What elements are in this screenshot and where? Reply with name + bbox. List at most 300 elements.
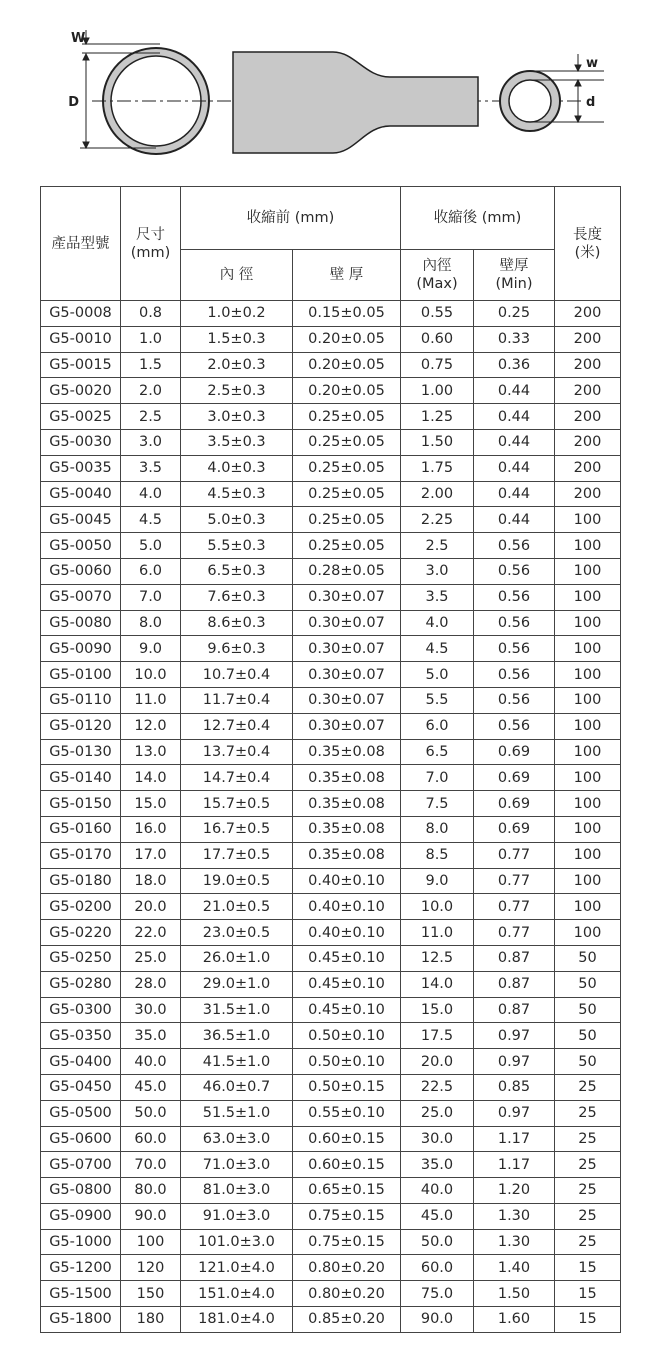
after-inner-cell: 90.0	[401, 1307, 474, 1333]
col-before-inner: 內 徑	[181, 250, 293, 301]
after-inner-cell: 10.0	[401, 894, 474, 920]
spec-table	[40, 186, 621, 1333]
length-cell: 200	[555, 429, 621, 455]
after-inner-cell: 0.75	[401, 352, 474, 378]
after-inner-cell: 8.0	[401, 816, 474, 842]
length-cell: 15	[555, 1255, 621, 1281]
size-cell: 20.0	[121, 894, 181, 920]
length-cell: 200	[555, 404, 621, 430]
before-wall-cell: 0.45±0.10	[293, 945, 401, 971]
before-wall-cell: 0.15±0.05	[293, 301, 401, 327]
after-inner-cell: 17.5	[401, 1023, 474, 1049]
after-wall-cell: 0.69	[474, 739, 555, 765]
model-cell: G5-0030	[41, 429, 121, 455]
before-inner-cell: 31.5±1.0	[181, 997, 293, 1023]
before-wall-cell: 0.25±0.05	[293, 404, 401, 430]
before-wall-cell: 0.45±0.10	[293, 997, 401, 1023]
before-inner-cell: 2.5±0.3	[181, 378, 293, 404]
table-row	[41, 791, 621, 817]
after-wall-cell: 0.97	[474, 1049, 555, 1075]
before-inner-cell: 13.7±0.4	[181, 739, 293, 765]
table-row	[41, 1281, 621, 1307]
size-cell: 12.0	[121, 713, 181, 739]
after-wall-cell: 1.50	[474, 1281, 555, 1307]
after-wall-cell: 0.44	[474, 378, 555, 404]
model-cell: G5-0300	[41, 997, 121, 1023]
after-wall-cell: 0.85	[474, 1074, 555, 1100]
size-cell: 7.0	[121, 584, 181, 610]
before-inner-cell: 14.7±0.4	[181, 765, 293, 791]
size-cell: 3.0	[121, 429, 181, 455]
size-cell: 1.5	[121, 352, 181, 378]
model-cell: G5-0080	[41, 610, 121, 636]
length-cell: 100	[555, 687, 621, 713]
model-cell: G5-0250	[41, 945, 121, 971]
col-size	[121, 187, 181, 301]
col-length-label: 長度	[573, 226, 602, 243]
after-inner-cell: 45.0	[401, 1203, 474, 1229]
after-wall-cell: 0.25	[474, 301, 555, 327]
before-inner-cell: 6.5±0.3	[181, 558, 293, 584]
table-row	[41, 1126, 621, 1152]
before-wall-cell: 0.35±0.08	[293, 816, 401, 842]
length-cell: 100	[555, 533, 621, 559]
col-after-inner-label: 內徑	[422, 258, 452, 274]
before-wall-cell: 0.30±0.07	[293, 662, 401, 688]
after-inner-cell: 3.5	[401, 584, 474, 610]
table-body	[41, 301, 621, 1333]
after-wall-cell: 0.97	[474, 1100, 555, 1126]
model-cell: G5-0015	[41, 352, 121, 378]
before-inner-cell: 29.0±1.0	[181, 971, 293, 997]
size-cell: 40.0	[121, 1049, 181, 1075]
col-after-wall	[474, 250, 555, 301]
after-wall-cell: 0.56	[474, 687, 555, 713]
table-row	[41, 1049, 621, 1075]
before-inner-cell: 81.0±3.0	[181, 1178, 293, 1204]
size-cell: 180	[121, 1307, 181, 1333]
before-inner-cell: 101.0±3.0	[181, 1229, 293, 1255]
after-wall-cell: 0.97	[474, 1023, 555, 1049]
size-cell: 17.0	[121, 842, 181, 868]
length-cell: 50	[555, 1049, 621, 1075]
length-cell: 100	[555, 842, 621, 868]
size-cell: 80.0	[121, 1178, 181, 1204]
before-inner-cell: 7.6±0.3	[181, 584, 293, 610]
table-row	[41, 378, 621, 404]
before-wall-cell: 0.30±0.07	[293, 636, 401, 662]
model-cell: G5-0800	[41, 1178, 121, 1204]
before-wall-cell: 0.80±0.20	[293, 1255, 401, 1281]
size-cell: 2.5	[121, 404, 181, 430]
length-cell: 100	[555, 868, 621, 894]
size-cell: 35.0	[121, 1023, 181, 1049]
after-inner-cell: 60.0	[401, 1255, 474, 1281]
size-cell: 45.0	[121, 1074, 181, 1100]
length-cell: 200	[555, 378, 621, 404]
table-row	[41, 301, 621, 327]
model-cell: G5-1500	[41, 1281, 121, 1307]
model-cell: G5-0130	[41, 739, 121, 765]
model-cell: G5-0160	[41, 816, 121, 842]
model-cell: G5-0045	[41, 507, 121, 533]
after-wall-cell: 0.87	[474, 997, 555, 1023]
after-wall-cell: 0.69	[474, 765, 555, 791]
after-wall-cell: 0.56	[474, 713, 555, 739]
before-inner-cell: 91.0±3.0	[181, 1203, 293, 1229]
after-inner-cell: 0.55	[401, 301, 474, 327]
table-row	[41, 610, 621, 636]
model-cell: G5-0008	[41, 301, 121, 327]
length-cell: 50	[555, 997, 621, 1023]
model-cell: G5-0600	[41, 1126, 121, 1152]
table-row	[41, 687, 621, 713]
before-wall-cell: 0.25±0.05	[293, 481, 401, 507]
model-cell: G5-0050	[41, 533, 121, 559]
length-cell: 100	[555, 507, 621, 533]
model-cell: G5-0180	[41, 868, 121, 894]
before-wall-cell: 0.35±0.08	[293, 739, 401, 765]
d-label-left: D	[68, 95, 79, 110]
after-wall-cell: 0.56	[474, 584, 555, 610]
before-wall-cell: 0.25±0.05	[293, 455, 401, 481]
size-cell: 150	[121, 1281, 181, 1307]
after-inner-cell: 1.75	[401, 455, 474, 481]
table-row	[41, 455, 621, 481]
before-inner-cell: 5.5±0.3	[181, 533, 293, 559]
before-wall-cell: 0.75±0.15	[293, 1203, 401, 1229]
after-inner-cell: 4.5	[401, 636, 474, 662]
length-cell: 100	[555, 662, 621, 688]
size-cell: 25.0	[121, 945, 181, 971]
before-wall-cell: 0.85±0.20	[293, 1307, 401, 1333]
after-wall-cell: 1.17	[474, 1126, 555, 1152]
col-after-inner-sub: (Max)	[416, 276, 458, 292]
before-wall-cell: 0.60±0.15	[293, 1126, 401, 1152]
before-inner-cell: 8.6±0.3	[181, 610, 293, 636]
size-cell: 8.0	[121, 610, 181, 636]
after-wall-cell: 0.44	[474, 429, 555, 455]
table-row	[41, 636, 621, 662]
before-wall-cell: 0.45±0.10	[293, 971, 401, 997]
before-inner-cell: 71.0±3.0	[181, 1152, 293, 1178]
w-label-left: W	[71, 31, 86, 46]
model-cell: G5-1200	[41, 1255, 121, 1281]
after-inner-cell: 3.0	[401, 558, 474, 584]
after-inner-cell: 11.0	[401, 920, 474, 946]
shrink-tube-diagram	[0, 0, 660, 190]
before-wall-cell: 0.50±0.10	[293, 1023, 401, 1049]
length-cell: 25	[555, 1152, 621, 1178]
after-inner-cell: 2.5	[401, 533, 474, 559]
before-inner-cell: 1.5±0.3	[181, 326, 293, 352]
model-cell: G5-0700	[41, 1152, 121, 1178]
length-cell: 200	[555, 352, 621, 378]
size-cell: 4.0	[121, 481, 181, 507]
after-inner-cell: 2.25	[401, 507, 474, 533]
model-cell: G5-0010	[41, 326, 121, 352]
size-cell: 28.0	[121, 971, 181, 997]
after-inner-cell: 25.0	[401, 1100, 474, 1126]
before-wall-cell: 0.40±0.10	[293, 894, 401, 920]
length-cell: 200	[555, 455, 621, 481]
table-row	[41, 920, 621, 946]
length-cell: 50	[555, 945, 621, 971]
size-cell: 6.0	[121, 558, 181, 584]
after-wall-cell: 0.36	[474, 352, 555, 378]
length-cell: 25	[555, 1229, 621, 1255]
before-wall-cell: 0.35±0.08	[293, 791, 401, 817]
table-row	[41, 765, 621, 791]
d-label-right: d	[586, 95, 596, 110]
size-cell: 50.0	[121, 1100, 181, 1126]
before-wall-cell: 0.50±0.10	[293, 1049, 401, 1075]
model-cell: G5-0090	[41, 636, 121, 662]
size-cell: 3.5	[121, 455, 181, 481]
after-wall-cell: 0.33	[474, 326, 555, 352]
length-cell: 200	[555, 481, 621, 507]
col-before-wall: 壁 厚	[293, 250, 401, 301]
table-row	[41, 481, 621, 507]
table-row	[41, 1229, 621, 1255]
size-cell: 120	[121, 1255, 181, 1281]
size-cell: 11.0	[121, 687, 181, 713]
table-row	[41, 816, 621, 842]
before-wall-cell: 0.55±0.10	[293, 1100, 401, 1126]
table-row	[41, 1203, 621, 1229]
after-wall-cell: 0.87	[474, 971, 555, 997]
table-row	[41, 404, 621, 430]
model-cell: G5-0035	[41, 455, 121, 481]
before-inner-cell: 181.0±4.0	[181, 1307, 293, 1333]
after-inner-cell: 4.0	[401, 610, 474, 636]
before-inner-cell: 10.7±0.4	[181, 662, 293, 688]
size-cell: 15.0	[121, 791, 181, 817]
model-cell: G5-0140	[41, 765, 121, 791]
after-inner-cell: 12.5	[401, 945, 474, 971]
table-row	[41, 1023, 621, 1049]
before-wall-cell: 0.20±0.05	[293, 378, 401, 404]
table-row	[41, 584, 621, 610]
before-inner-cell: 36.5±1.0	[181, 1023, 293, 1049]
after-inner-cell: 1.00	[401, 378, 474, 404]
before-inner-cell: 63.0±3.0	[181, 1126, 293, 1152]
table-row	[41, 429, 621, 455]
size-cell: 100	[121, 1229, 181, 1255]
size-cell: 18.0	[121, 868, 181, 894]
before-inner-cell: 17.7±0.5	[181, 842, 293, 868]
size-cell: 9.0	[121, 636, 181, 662]
col-after-inner	[401, 250, 474, 301]
before-inner-cell: 3.5±0.3	[181, 429, 293, 455]
length-cell: 100	[555, 584, 621, 610]
length-cell: 25	[555, 1074, 621, 1100]
size-cell: 10.0	[121, 662, 181, 688]
after-inner-cell: 22.5	[401, 1074, 474, 1100]
size-cell: 22.0	[121, 920, 181, 946]
after-inner-cell: 2.00	[401, 481, 474, 507]
model-cell: G5-0120	[41, 713, 121, 739]
table-row	[41, 326, 621, 352]
before-wall-cell: 0.25±0.05	[293, 429, 401, 455]
col-length-unit: (米)	[574, 244, 601, 261]
col-before: 收縮前 (mm)	[181, 187, 401, 250]
before-wall-cell: 0.25±0.05	[293, 533, 401, 559]
table-row	[41, 507, 621, 533]
after-inner-cell: 1.50	[401, 429, 474, 455]
size-cell: 5.0	[121, 533, 181, 559]
length-cell: 50	[555, 1023, 621, 1049]
model-cell: G5-0400	[41, 1049, 121, 1075]
before-wall-cell: 0.75±0.15	[293, 1229, 401, 1255]
w-label-right: w	[586, 56, 599, 71]
model-cell: G5-0070	[41, 584, 121, 610]
after-wall-cell: 0.87	[474, 945, 555, 971]
table-row	[41, 842, 621, 868]
col-model: 產品型號	[41, 187, 121, 301]
length-cell: 100	[555, 739, 621, 765]
after-inner-cell: 75.0	[401, 1281, 474, 1307]
after-inner-cell: 50.0	[401, 1229, 474, 1255]
before-inner-cell: 16.7±0.5	[181, 816, 293, 842]
table-row	[41, 739, 621, 765]
after-wall-cell: 0.56	[474, 610, 555, 636]
length-cell: 50	[555, 971, 621, 997]
before-wall-cell: 0.30±0.07	[293, 584, 401, 610]
size-cell: 30.0	[121, 997, 181, 1023]
after-wall-cell: 1.30	[474, 1229, 555, 1255]
table-header	[41, 187, 621, 301]
size-cell: 70.0	[121, 1152, 181, 1178]
length-cell: 100	[555, 765, 621, 791]
model-cell: G5-0220	[41, 920, 121, 946]
before-inner-cell: 15.7±0.5	[181, 791, 293, 817]
before-inner-cell: 4.5±0.3	[181, 481, 293, 507]
length-cell: 100	[555, 558, 621, 584]
length-cell: 100	[555, 791, 621, 817]
before-wall-cell: 0.35±0.08	[293, 842, 401, 868]
model-cell: G5-0200	[41, 894, 121, 920]
after-wall-cell: 0.77	[474, 920, 555, 946]
after-inner-cell: 14.0	[401, 971, 474, 997]
after-inner-cell: 40.0	[401, 1178, 474, 1204]
after-wall-cell: 1.30	[474, 1203, 555, 1229]
after-wall-cell: 0.69	[474, 816, 555, 842]
table-row	[41, 971, 621, 997]
after-wall-cell: 0.56	[474, 533, 555, 559]
before-inner-cell: 4.0±0.3	[181, 455, 293, 481]
size-cell: 2.0	[121, 378, 181, 404]
before-inner-cell: 5.0±0.3	[181, 507, 293, 533]
after-wall-cell: 0.77	[474, 894, 555, 920]
size-cell: 16.0	[121, 816, 181, 842]
table-row	[41, 533, 621, 559]
after-wall-cell: 0.44	[474, 455, 555, 481]
size-cell: 0.8	[121, 301, 181, 327]
length-cell: 200	[555, 301, 621, 327]
model-cell: G5-0025	[41, 404, 121, 430]
model-cell: G5-0280	[41, 971, 121, 997]
before-inner-cell: 151.0±4.0	[181, 1281, 293, 1307]
before-wall-cell: 0.30±0.07	[293, 687, 401, 713]
table-row	[41, 352, 621, 378]
model-cell: G5-0500	[41, 1100, 121, 1126]
after-wall-cell: 0.77	[474, 868, 555, 894]
after-inner-cell: 30.0	[401, 1126, 474, 1152]
after-inner-cell: 20.0	[401, 1049, 474, 1075]
before-inner-cell: 46.0±0.7	[181, 1074, 293, 1100]
length-cell: 100	[555, 816, 621, 842]
before-inner-cell: 51.5±1.0	[181, 1100, 293, 1126]
length-cell: 25	[555, 1178, 621, 1204]
table-row	[41, 1178, 621, 1204]
length-cell: 100	[555, 894, 621, 920]
before-inner-cell: 19.0±0.5	[181, 868, 293, 894]
size-cell: 4.5	[121, 507, 181, 533]
size-cell: 1.0	[121, 326, 181, 352]
after-wall-cell: 0.56	[474, 636, 555, 662]
table-row	[41, 713, 621, 739]
after-wall-cell: 0.44	[474, 481, 555, 507]
after-wall-cell: 0.44	[474, 404, 555, 430]
after-inner-cell: 15.0	[401, 997, 474, 1023]
size-cell: 13.0	[121, 739, 181, 765]
col-after: 收縮後 (mm)	[401, 187, 555, 250]
before-inner-cell: 41.5±1.0	[181, 1049, 293, 1075]
after-inner-cell: 6.5	[401, 739, 474, 765]
after-inner-cell: 6.0	[401, 713, 474, 739]
length-cell: 15	[555, 1281, 621, 1307]
model-cell: G5-0350	[41, 1023, 121, 1049]
before-inner-cell: 9.6±0.3	[181, 636, 293, 662]
before-inner-cell: 26.0±1.0	[181, 945, 293, 971]
model-cell: G5-0020	[41, 378, 121, 404]
after-wall-cell: 1.40	[474, 1255, 555, 1281]
after-inner-cell: 5.5	[401, 687, 474, 713]
table-row	[41, 1307, 621, 1333]
before-inner-cell: 21.0±0.5	[181, 894, 293, 920]
col-size-unit: (mm)	[130, 244, 171, 261]
before-wall-cell: 0.40±0.10	[293, 920, 401, 946]
table-row	[41, 997, 621, 1023]
before-wall-cell: 0.40±0.10	[293, 868, 401, 894]
length-cell: 100	[555, 713, 621, 739]
before-inner-cell: 2.0±0.3	[181, 352, 293, 378]
length-cell: 200	[555, 326, 621, 352]
before-wall-cell: 0.25±0.05	[293, 507, 401, 533]
model-cell: G5-1000	[41, 1229, 121, 1255]
after-wall-cell: 0.44	[474, 507, 555, 533]
before-inner-cell: 12.7±0.4	[181, 713, 293, 739]
model-cell: G5-0450	[41, 1074, 121, 1100]
before-inner-cell: 1.0±0.2	[181, 301, 293, 327]
length-cell: 25	[555, 1100, 621, 1126]
model-cell: G5-0110	[41, 687, 121, 713]
table-row	[41, 1100, 621, 1126]
size-cell: 60.0	[121, 1126, 181, 1152]
after-wall-cell: 1.60	[474, 1307, 555, 1333]
model-cell: G5-0150	[41, 791, 121, 817]
col-after-wall-label: 壁厚	[499, 258, 529, 274]
before-inner-cell: 23.0±0.5	[181, 920, 293, 946]
table-row	[41, 945, 621, 971]
before-wall-cell: 0.30±0.07	[293, 713, 401, 739]
size-cell: 90.0	[121, 1203, 181, 1229]
table-row	[41, 558, 621, 584]
after-wall-cell: 0.56	[474, 662, 555, 688]
model-cell: G5-1800	[41, 1307, 121, 1333]
table-row	[41, 1152, 621, 1178]
